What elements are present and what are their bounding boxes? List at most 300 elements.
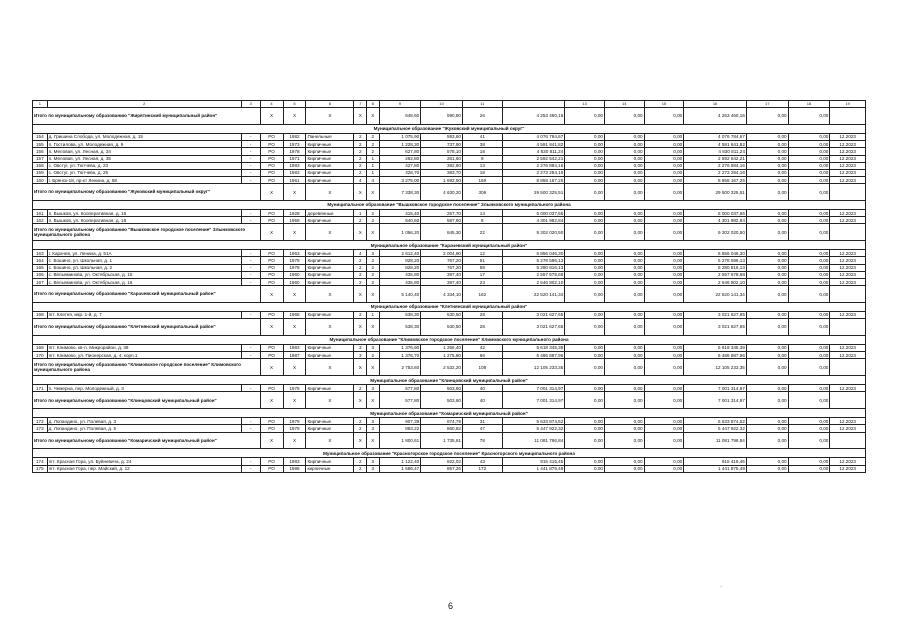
total-area-cell: 1 122,40 bbox=[379, 458, 421, 465]
amount-cell: 2 557 678,68 bbox=[684, 271, 747, 278]
column-number-row bbox=[33, 101, 866, 108]
floors-cell: 2 bbox=[354, 264, 367, 271]
total-x-cell: X bbox=[366, 108, 379, 125]
amount-cell: 5 000 037,66 bbox=[684, 210, 747, 217]
amount-cell: 0,00 bbox=[565, 418, 605, 425]
residents-cell: 38 bbox=[463, 141, 503, 148]
address-cell: пгт. Климово, ул. Пионерская, д. 4, корп.1 bbox=[47, 352, 241, 359]
wall-material-cell: Кирпичные bbox=[306, 217, 354, 224]
row-number: 174 bbox=[33, 458, 48, 465]
address-cell: г. Брянск-18, пр-кт Ленина, д. 58 bbox=[47, 177, 241, 184]
total-amount-cell: 3 021 627,65 bbox=[502, 319, 565, 336]
living-area-cell: 822,02 bbox=[421, 458, 463, 465]
column-number: 14 bbox=[604, 101, 644, 108]
total-amount-cell: 12 105 233,35 bbox=[684, 359, 747, 376]
address-cell: с. Вельяминова, ул. Октябрьская, д. 16 bbox=[47, 279, 241, 286]
living-area-cell: 530,50 bbox=[421, 312, 463, 319]
total-amount-cell: 0,00 bbox=[788, 184, 830, 201]
completion-date-cell: 12.2023 bbox=[830, 425, 866, 432]
amount-cell: 0,00 bbox=[565, 155, 605, 162]
amount-cell: 0,00 bbox=[788, 344, 830, 351]
amount-cell: 5 618 345,39 bbox=[502, 344, 565, 351]
living-area-cell: 587,60 bbox=[421, 217, 463, 224]
entrances-cell: 2 bbox=[366, 271, 379, 278]
table-row bbox=[33, 385, 866, 392]
table-row bbox=[33, 425, 866, 432]
total-amount-cell: 0,00 bbox=[746, 319, 788, 336]
amount-cell: 0,00 bbox=[604, 250, 644, 257]
year-cell: 1968 bbox=[283, 312, 306, 319]
amount-cell: 0,00 bbox=[644, 177, 684, 184]
row-number: 154 bbox=[33, 133, 48, 140]
amount-cell: 5 447 922,32 bbox=[684, 425, 747, 432]
amount-cell: 0,00 bbox=[746, 217, 788, 224]
address-cell: с. Бошино, ул. Школьная, д. 1 bbox=[47, 257, 241, 264]
amount-cell: 0,00 bbox=[604, 465, 644, 472]
entrances-cell: 3 bbox=[366, 418, 379, 425]
total-amount-cell: 12 105 233,35 bbox=[502, 359, 565, 376]
total-amount-cell: 0,00 bbox=[604, 184, 644, 201]
amount-cell: 2 273 294,16 bbox=[684, 169, 747, 176]
total-amount-cell: 0,00 bbox=[604, 286, 644, 303]
residents-cell: 59 bbox=[463, 264, 503, 271]
entrances-cell: 2 bbox=[366, 141, 379, 148]
address-cell: п. Гостилова, ул. Молодежная, д. 9 bbox=[47, 141, 241, 148]
address-cell: п. Вышков, ул. Кооперативная, д. 16 bbox=[47, 210, 241, 217]
amount-cell: 6 486 887,96 bbox=[502, 352, 565, 359]
cell-col3: - bbox=[241, 177, 260, 184]
residents-cell: 41 bbox=[463, 133, 503, 140]
amount-cell: 915 416,45 bbox=[502, 458, 565, 465]
amount-cell: 0,00 bbox=[604, 141, 644, 148]
ownership-cell: РО bbox=[260, 217, 283, 224]
amount-cell: 0,00 bbox=[746, 418, 788, 425]
table-row bbox=[33, 257, 866, 264]
floors-cell: 4 bbox=[354, 177, 367, 184]
total-amount-cell: 11 081 796,84 bbox=[684, 432, 747, 449]
cell-col3: - bbox=[241, 162, 260, 169]
residents-cell: 14 bbox=[463, 210, 503, 217]
table-row bbox=[33, 141, 866, 148]
total-residents-cell: 162 bbox=[463, 286, 503, 303]
amount-cell: 5 000 037,66 bbox=[502, 210, 565, 217]
total-area-cell: 640,60 bbox=[379, 217, 421, 224]
amount-cell: 0,00 bbox=[565, 425, 605, 432]
cell-col3: - bbox=[241, 155, 260, 162]
amount-cell: 0,00 bbox=[788, 418, 830, 425]
page-number: 6 bbox=[448, 601, 454, 611]
wall-material-cell: Кирпичные bbox=[306, 141, 354, 148]
amount-cell: 0,00 bbox=[788, 312, 830, 319]
amount-cell: 0,00 bbox=[788, 257, 830, 264]
living-area-cell: 503,60 bbox=[421, 385, 463, 392]
total-amount-cell: 0,00 bbox=[788, 108, 830, 125]
residents-cell: 17 bbox=[463, 271, 503, 278]
amount-cell: 0,00 bbox=[788, 148, 830, 155]
row-number: 164 bbox=[33, 257, 48, 264]
residents-cell: 31 bbox=[463, 418, 503, 425]
total-x-cell: X bbox=[366, 392, 379, 409]
row-number: 161 bbox=[33, 210, 48, 217]
row-number: 160 bbox=[33, 177, 48, 184]
total-area-cell: 262,80 bbox=[379, 155, 421, 162]
amount-cell: 2 276 884,16 bbox=[684, 162, 747, 169]
cell-col3: - bbox=[241, 141, 260, 148]
total-amount-cell: 0,00 bbox=[746, 432, 788, 449]
total-x-cell: X bbox=[260, 108, 283, 125]
row-number: 157 bbox=[33, 155, 48, 162]
total-amount-cell: 0,00 bbox=[604, 359, 644, 376]
table-row bbox=[33, 465, 866, 472]
row-number: 170 bbox=[33, 352, 48, 359]
year-cell: 1928 bbox=[283, 210, 306, 217]
address-cell: д. Гришина Слобода, ул. Молодежная, д. 15 bbox=[47, 133, 241, 140]
section-title: Муниципальное образование "Жуковский муниципальный округ" bbox=[33, 124, 866, 133]
total-label: Итого по муниципальному образованию "Вышковское городское поселение" Злынковского муниципального района bbox=[33, 224, 261, 241]
section-title: Муниципальное образование "Клинцовский муниципальный район" bbox=[33, 376, 866, 385]
total-x-cell: X bbox=[306, 286, 354, 303]
cell-col3: - bbox=[241, 169, 260, 176]
total-area-cell: 1 376,70 bbox=[379, 352, 421, 359]
completion-date-cell: 12.2023 bbox=[830, 385, 866, 392]
total-label: Итого по муниципальному образованию "Комаричский муниципальный район" bbox=[33, 432, 261, 449]
amount-cell: 0,00 bbox=[746, 271, 788, 278]
total-residents-cell: 22 bbox=[463, 224, 503, 241]
year-cell: 1978 bbox=[283, 385, 306, 392]
table-row bbox=[33, 162, 866, 169]
amount-cell: 0,00 bbox=[644, 425, 684, 432]
ownership-cell: РО bbox=[260, 257, 283, 264]
completion-date-cell: 12.2023 bbox=[830, 257, 866, 264]
total-date-cell bbox=[830, 286, 866, 303]
address-cell: с. Овстуг, ул. Тютчева, д. 23 bbox=[47, 162, 241, 169]
amount-cell: 0,00 bbox=[565, 141, 605, 148]
residents-cell: 172 bbox=[463, 465, 503, 472]
cell-col3: - bbox=[241, 279, 260, 286]
residents-cell: 23 bbox=[463, 279, 503, 286]
amount-cell: 0,00 bbox=[644, 141, 684, 148]
table-row bbox=[33, 312, 866, 319]
address-cell: п. Чемерна, пер. Молодежный, д. 3 bbox=[47, 385, 241, 392]
total-amount-cell: 11 081 796,84 bbox=[502, 432, 565, 449]
completion-date-cell: 12.2023 bbox=[830, 162, 866, 169]
residents-cell: 28 bbox=[463, 312, 503, 319]
living-area-cell: 2 004,90 bbox=[421, 250, 463, 257]
residents-cell: 12 bbox=[463, 250, 503, 257]
table-row bbox=[33, 418, 866, 425]
floors-cell: 2 bbox=[354, 279, 367, 286]
total-x-cell: X bbox=[306, 432, 354, 449]
amount-cell: 0,00 bbox=[604, 257, 644, 264]
year-cell: 1960 bbox=[283, 271, 306, 278]
section-title: Муниципальное образование "Климовское городское поселение" Климовского муниципального района bbox=[33, 335, 866, 344]
total-x-cell: X bbox=[260, 224, 283, 241]
total-x-cell: X bbox=[306, 184, 354, 201]
total-label: Итого по муниципальному образованию "Клетнянский муниципальный район" bbox=[33, 319, 261, 336]
section-header-row bbox=[33, 376, 866, 385]
total-amount-cell: 0,00 bbox=[604, 224, 644, 241]
year-cell: 1978 bbox=[283, 148, 306, 155]
amount-cell: 0,00 bbox=[604, 162, 644, 169]
residents-cell: 66 bbox=[463, 352, 503, 359]
amount-cell: 4 301 982,84 bbox=[502, 217, 565, 224]
column-number: 1 bbox=[33, 101, 48, 108]
row-number: 162 bbox=[33, 217, 48, 224]
amount-cell: 6 486 887,96 bbox=[684, 352, 747, 359]
amount-cell: 5 447 922,32 bbox=[502, 425, 565, 432]
amount-cell: 0,00 bbox=[604, 344, 644, 351]
total-x-cell: X bbox=[260, 432, 283, 449]
total-row bbox=[33, 108, 866, 125]
ownership-cell: РО bbox=[260, 250, 283, 257]
entrances-cell: 3 bbox=[366, 385, 379, 392]
address-cell: п. Вышков, ул. Кооперативная, д. 18 bbox=[47, 217, 241, 224]
wall-material-cell: Кирпичные bbox=[306, 425, 354, 432]
total-amount-cell: 0,00 bbox=[565, 224, 605, 241]
ownership-cell: РО bbox=[260, 155, 283, 162]
row-number: 172 bbox=[33, 418, 48, 425]
total-amount-cell: 0,00 bbox=[746, 108, 788, 125]
row-number: 155 bbox=[33, 141, 48, 148]
residents-cell: 169 bbox=[463, 177, 503, 184]
address-cell: пгт. Клетня, мкр. 1-й, д. 7 bbox=[47, 312, 241, 319]
amount-cell: 1 441 875,49 bbox=[502, 465, 565, 472]
completion-date-cell: 12.2023 bbox=[830, 264, 866, 271]
ownership-cell: РО bbox=[260, 177, 283, 184]
completion-date-cell: 12.2023 bbox=[830, 458, 866, 465]
total-amount-cell: 9 302 020,50 bbox=[502, 224, 565, 241]
table-row bbox=[33, 155, 866, 162]
total-date-cell bbox=[830, 184, 866, 201]
ownership-cell: РО bbox=[260, 352, 283, 359]
entrances-cell: 1 bbox=[366, 169, 379, 176]
amount-cell: 5 278 596,13 bbox=[502, 257, 565, 264]
entrances-cell: 2 bbox=[366, 279, 379, 286]
floors-cell: 2 bbox=[354, 141, 367, 148]
wall-material-cell: Кирпичные bbox=[306, 418, 354, 425]
wall-material-cell: деревянные bbox=[306, 210, 354, 217]
wall-material-cell: Панельные bbox=[306, 133, 354, 140]
total-row bbox=[33, 392, 866, 409]
row-number: 175 bbox=[33, 465, 48, 472]
amount-cell: 0,00 bbox=[746, 352, 788, 359]
total-amount-cell: 0,00 bbox=[788, 286, 830, 303]
total-area-cell: 577,80 bbox=[379, 385, 421, 392]
total-area-cell: 893,22 bbox=[379, 425, 421, 432]
amount-cell: 0,00 bbox=[604, 148, 644, 155]
total-x-cell: X bbox=[260, 319, 283, 336]
completion-date-cell: 12.2023 bbox=[830, 465, 866, 472]
total-amount-cell: 4 253 460,16 bbox=[502, 108, 565, 125]
total-x-cell: X bbox=[283, 108, 306, 125]
amount-cell: 2 276 884,16 bbox=[502, 162, 565, 169]
total-residents-cell: 108 bbox=[463, 359, 503, 376]
total-amount-cell: 29 500 325,51 bbox=[502, 184, 565, 201]
total-amount-cell: 22 520 141,34 bbox=[684, 286, 747, 303]
cell-col3: - bbox=[241, 210, 260, 217]
amount-cell: 0,00 bbox=[788, 250, 830, 257]
total-x-cell: X bbox=[283, 184, 306, 201]
entrances-cell: 1 bbox=[366, 155, 379, 162]
total-amount-cell: 0,00 bbox=[746, 359, 788, 376]
table-row bbox=[33, 352, 866, 359]
wall-material-cell: Кирпичные bbox=[306, 458, 354, 465]
row-number: 158 bbox=[33, 162, 48, 169]
total-amount-cell: 0,00 bbox=[644, 286, 684, 303]
total-x-cell: X bbox=[283, 286, 306, 303]
cell-col3: - bbox=[241, 271, 260, 278]
cell-col3: - bbox=[241, 257, 260, 264]
total-x-cell: X bbox=[283, 319, 306, 336]
total-area-cell: 530,50 bbox=[421, 319, 463, 336]
cell-col3: - bbox=[241, 352, 260, 359]
amount-cell: 0,00 bbox=[644, 210, 684, 217]
amount-cell: 4 591 841,82 bbox=[502, 141, 565, 148]
entrances-cell: 2 bbox=[366, 210, 379, 217]
entrances-cell: 2 bbox=[366, 133, 379, 140]
total-amount-cell: 0,00 bbox=[788, 359, 830, 376]
amount-cell: 0,00 bbox=[746, 385, 788, 392]
amount-cell: 4 591 841,82 bbox=[684, 141, 747, 148]
total-x-cell: X bbox=[354, 184, 367, 201]
floors-cell: 2 bbox=[354, 155, 367, 162]
total-area-cell: 4 334,10 bbox=[421, 286, 463, 303]
total-amount-cell: 0,00 bbox=[746, 286, 788, 303]
completion-date-cell: 12.2023 bbox=[830, 352, 866, 359]
amount-cell: 6 856 046,30 bbox=[684, 250, 747, 257]
total-date-cell bbox=[830, 108, 866, 125]
address-cell: с. Вельяминова, ул. Октябрьская, д. 15 bbox=[47, 271, 241, 278]
amount-cell: 0,00 bbox=[746, 425, 788, 432]
wall-material-cell: Кирпичные bbox=[306, 162, 354, 169]
wall-material-cell: Кирпичные bbox=[306, 344, 354, 351]
amount-cell: 0,00 bbox=[746, 133, 788, 140]
amount-cell: 0,00 bbox=[746, 250, 788, 257]
table-row bbox=[33, 271, 866, 278]
ownership-cell: РО bbox=[260, 162, 283, 169]
ownership-cell: РО bbox=[260, 418, 283, 425]
entrances-cell: 3 bbox=[366, 344, 379, 351]
residents-cell: 18 bbox=[463, 148, 503, 155]
year-cell: 1959 bbox=[283, 217, 306, 224]
total-amount-cell: 3 021 627,65 bbox=[684, 319, 747, 336]
amount-cell: 0,00 bbox=[604, 155, 644, 162]
amount-cell: 0,00 bbox=[565, 465, 605, 472]
row-number: 167 bbox=[33, 279, 48, 286]
total-area-cell: 1 376,90 bbox=[379, 344, 421, 351]
year-cell: 1961 bbox=[283, 177, 306, 184]
amount-cell: 0,00 bbox=[565, 458, 605, 465]
total-amount-cell: 0,00 bbox=[644, 359, 684, 376]
total-x-cell: X bbox=[354, 432, 367, 449]
ownership-cell: РО bbox=[260, 264, 283, 271]
total-x-cell: X bbox=[366, 319, 379, 336]
amount-cell: 0,00 bbox=[565, 250, 605, 257]
living-area-cell: 257,70 bbox=[421, 210, 463, 217]
amount-cell: 0,00 bbox=[644, 352, 684, 359]
table-row bbox=[33, 264, 866, 271]
completion-date-cell: 12.2023 bbox=[830, 155, 866, 162]
amount-cell: 0,00 bbox=[746, 177, 788, 184]
completion-date-cell: 12.2023 bbox=[830, 271, 866, 278]
total-date-cell bbox=[830, 392, 866, 409]
section-title: Муниципальное образование "Карачевский муниципальный район" bbox=[33, 241, 866, 250]
total-area-cell: 427,80 bbox=[379, 162, 421, 169]
total-amount-cell: 0,00 bbox=[644, 432, 684, 449]
entrances-cell: 3 bbox=[366, 425, 379, 432]
address-cell: пгт. Красная Гора, пер. Майский, д. 12 bbox=[47, 465, 241, 472]
amount-cell: 0,00 bbox=[565, 177, 605, 184]
wall-material-cell: Кирпичные bbox=[306, 250, 354, 257]
section-header-row bbox=[33, 201, 866, 210]
living-area-cell: 857,26 bbox=[421, 465, 463, 472]
ownership-cell: РО bbox=[260, 141, 283, 148]
amount-cell: 0,00 bbox=[746, 257, 788, 264]
amount-cell: 3 021 627,65 bbox=[684, 312, 747, 319]
amount-cell: 4 076 784,67 bbox=[684, 133, 747, 140]
amount-cell: 5 280 816,13 bbox=[502, 264, 565, 271]
amount-cell: 2 273 294,16 bbox=[502, 169, 565, 176]
residents-cell: 47 bbox=[463, 425, 503, 432]
amount-cell: 0,00 bbox=[604, 425, 644, 432]
total-area-cell: 1 228,30 bbox=[379, 141, 421, 148]
cell-col3: - bbox=[241, 264, 260, 271]
wall-material-cell: Кирпичные bbox=[306, 148, 354, 155]
amount-cell: 0,00 bbox=[644, 169, 684, 176]
total-area-cell: 1 056,20 bbox=[379, 224, 421, 241]
amount-cell: 0,00 bbox=[788, 279, 830, 286]
entrances-cell: 2 bbox=[366, 217, 379, 224]
living-area-cell: 397,40 bbox=[421, 279, 463, 286]
column-number: 16 bbox=[684, 101, 747, 108]
total-x-cell: X bbox=[283, 224, 306, 241]
total-date-cell bbox=[830, 224, 866, 241]
total-amount-cell: 0,00 bbox=[565, 286, 605, 303]
amount-cell: 0,00 bbox=[565, 279, 605, 286]
total-area-cell: 2 753,60 bbox=[379, 359, 421, 376]
wall-material-cell: Кирпичные bbox=[306, 279, 354, 286]
total-amount-cell: 0,00 bbox=[604, 108, 644, 125]
year-cell: 1979 bbox=[283, 425, 306, 432]
total-residents-cell: 78 bbox=[463, 432, 503, 449]
register-body bbox=[33, 101, 866, 473]
living-area-cell: 261,60 bbox=[421, 155, 463, 162]
total-residents-cell: 26 bbox=[463, 108, 503, 125]
ownership-cell: РО bbox=[260, 344, 283, 351]
amount-cell: 4 830 811,24 bbox=[684, 148, 747, 155]
year-cell: 1982 bbox=[283, 133, 306, 140]
floors-cell: 2 bbox=[354, 257, 367, 264]
residents-cell: 8 bbox=[463, 217, 503, 224]
address-cell: п. Меловая, ул. Лесная, д. 34 bbox=[47, 148, 241, 155]
total-area-cell: 5 140,40 bbox=[379, 286, 421, 303]
floors-cell: 2 bbox=[354, 162, 367, 169]
amount-cell: 8 858 167,25 bbox=[502, 177, 565, 184]
amount-cell: 0,00 bbox=[604, 133, 644, 140]
total-amount-cell: 0,00 bbox=[565, 108, 605, 125]
total-x-cell: X bbox=[283, 392, 306, 409]
year-cell: 1973 bbox=[283, 141, 306, 148]
floors-cell: 3 bbox=[354, 344, 367, 351]
column-number: 13 bbox=[565, 101, 605, 108]
living-area-cell: 860,82 bbox=[421, 425, 463, 432]
total-row bbox=[33, 432, 866, 449]
floors-cell: 2 bbox=[354, 148, 367, 155]
entrances-cell: 4 bbox=[366, 177, 379, 184]
ownership-cell: РО bbox=[260, 279, 283, 286]
total-x-cell: X bbox=[306, 108, 354, 125]
total-amount-cell: 0,00 bbox=[565, 392, 605, 409]
